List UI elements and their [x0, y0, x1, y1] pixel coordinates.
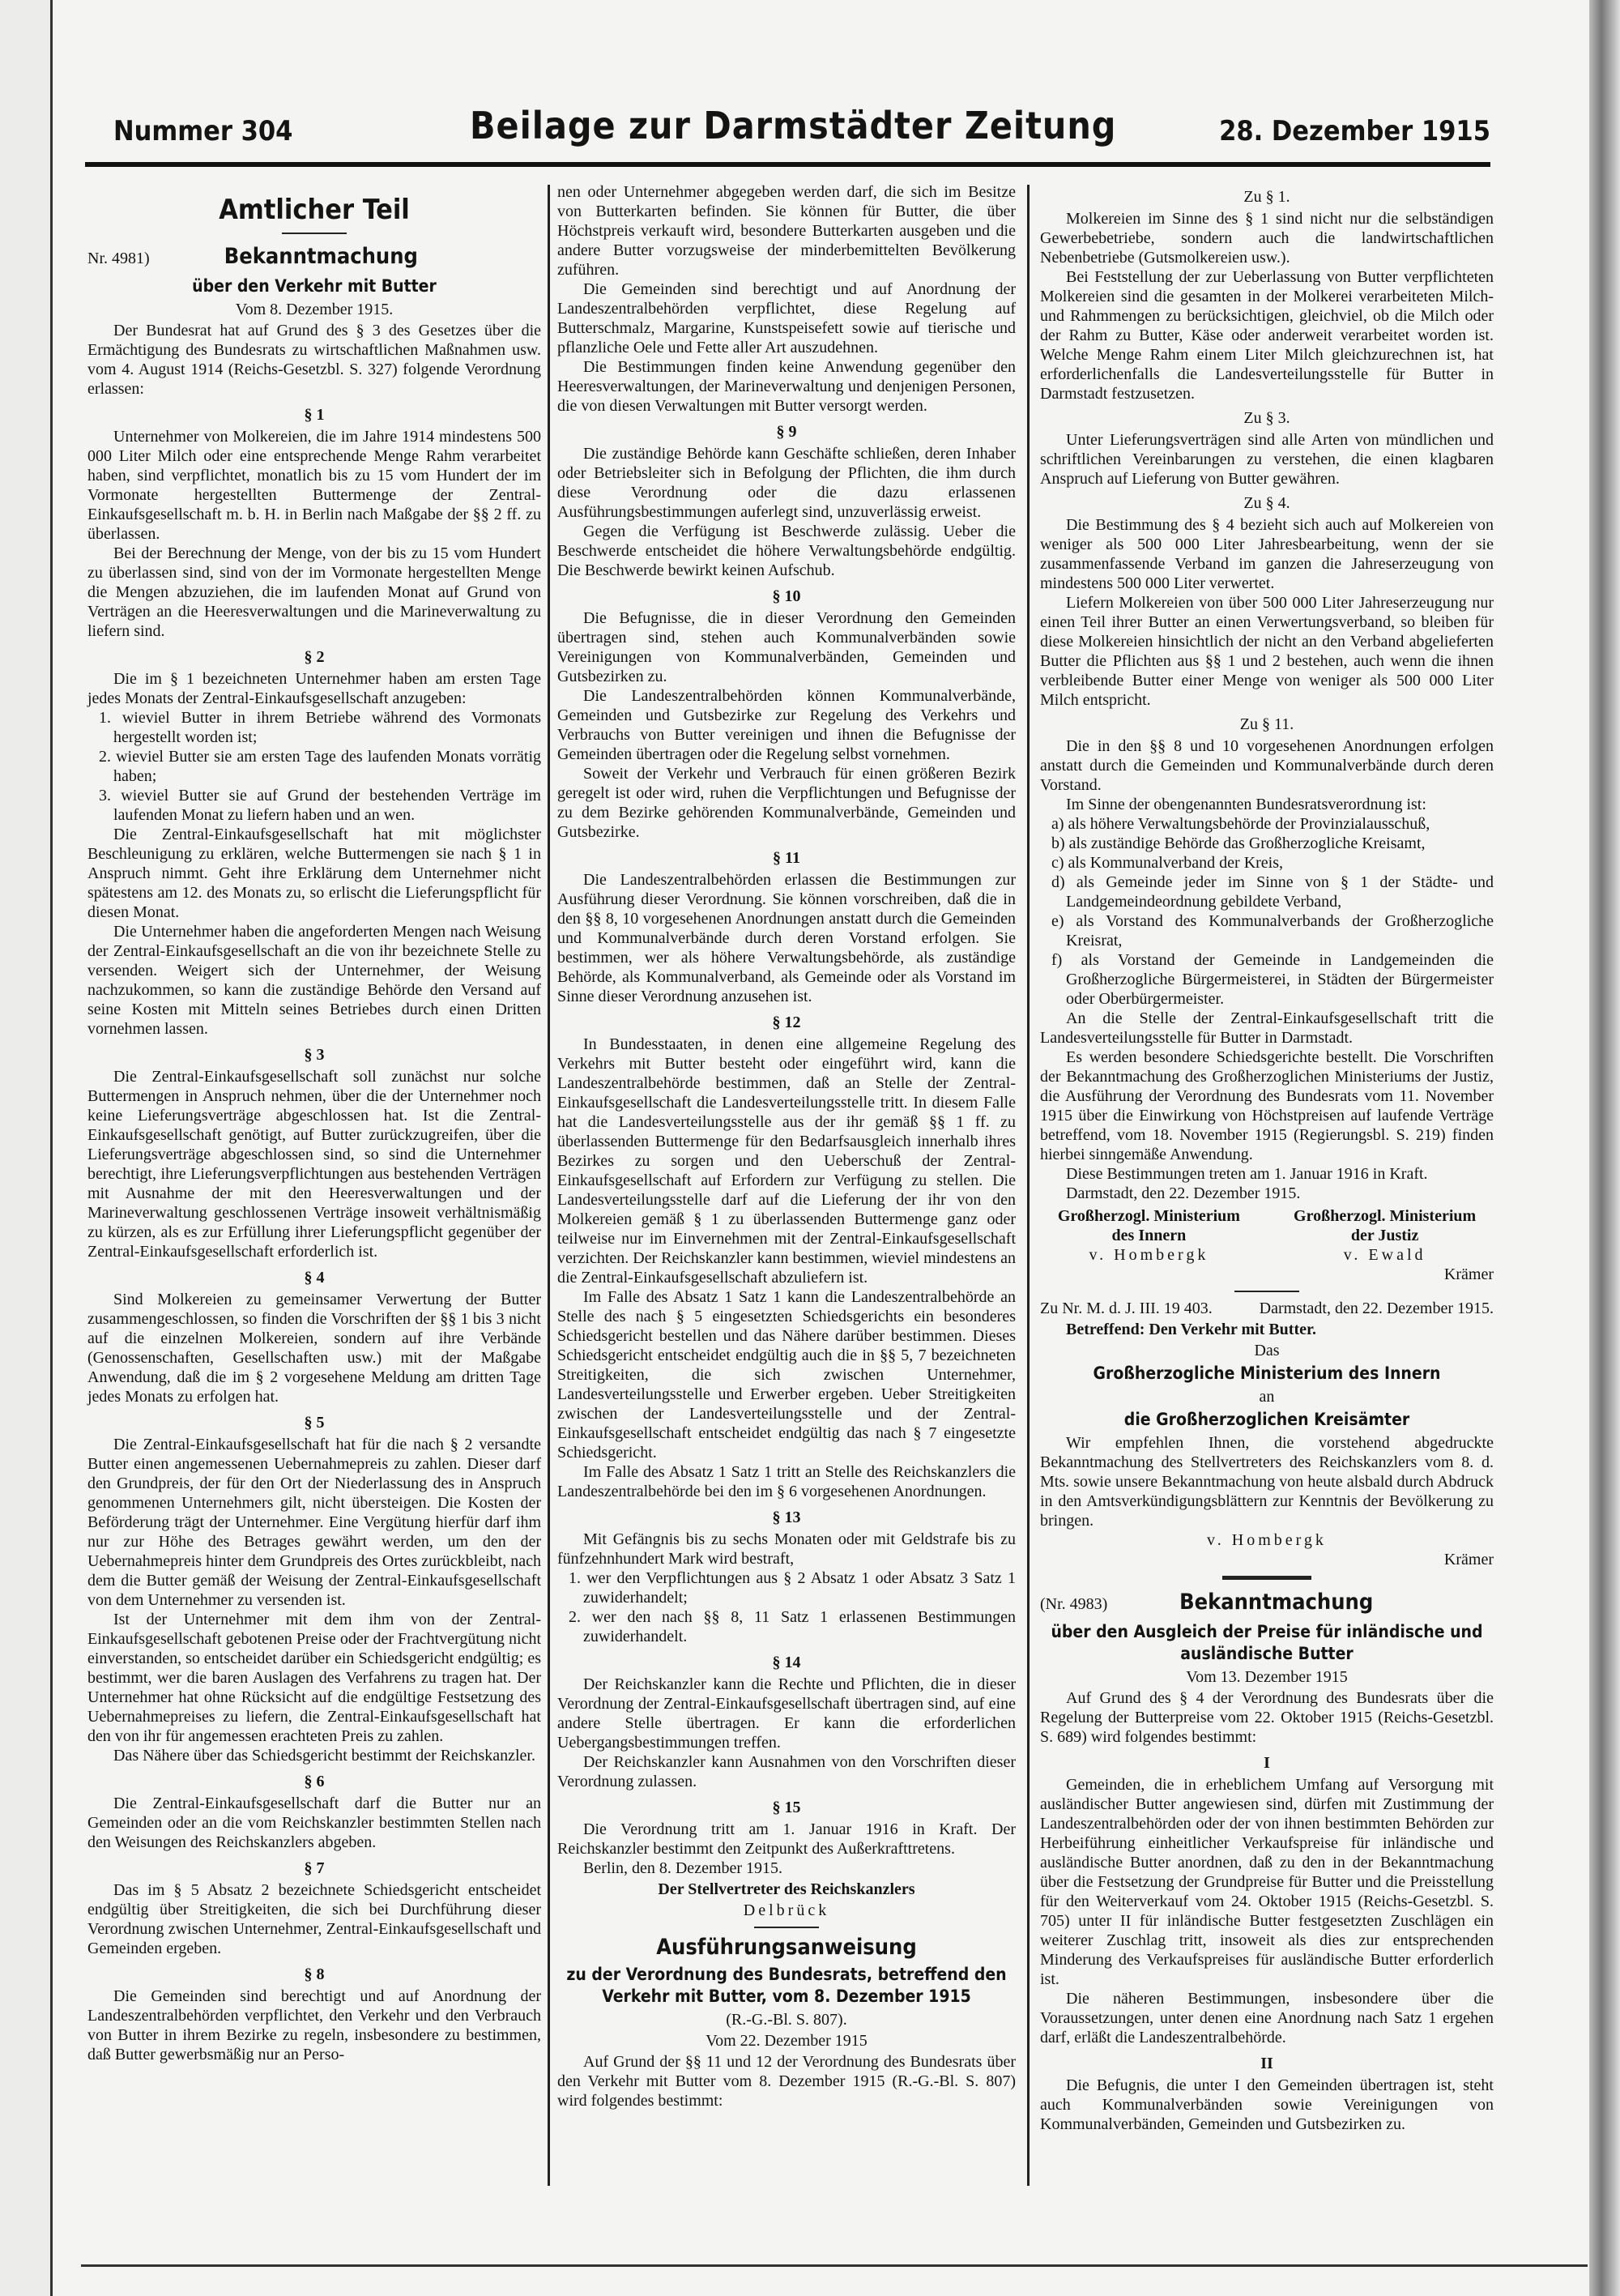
paragraph: Im Falle des Absatz 1 Satz 1 kann die Landeszentralbehörde an Stelle des nach § 5 eingesetzten Schiedsgerichts ein besonderes Schiedsgericht bestellen und das Nähere darüber bestimmen. Dieses Schiedsgericht entscheidet endgültig auch die in §§ 5, 7 bezeichneten Streitigkeiten, die sich zwischen Unternehmer, Landesverteilungsstelle und Erwerber ergeben. Ueber Streitigkeiten zwischen der Landesverteilungsstelle und der Zentral-Einkaufsgesellschaft entscheidet endgültig das nach § 7 eingesetzte Schiedsgericht. [557, 1288, 1016, 1462]
paragraph-number: § 14 [772, 1654, 801, 1671]
paragraph: Die Bestimmung des § 4 bezieht sich auch auf Molkereien von weniger als 500 000 Liter Jahresbearbeitung, wenn der sie zusammenfassende Verband im ganzen die Jahreserzeugung von mindestens 500 000 Liter verwertet. [1040, 516, 1494, 592]
masthead [113, 104, 1490, 160]
section-reference: Zu § 11. [1239, 715, 1294, 733]
paragraph: Die Zentral-Einkaufsgesellschaft soll zunächst nur solche Buttermengen in Anspruch nehmen, über die der Unternehmer noch keine Lieferungsverträge abgeschlossen hat. Ist die Zentral-Einkaufsgesellschaft genötigt, auf Butter zurückzugreifen, über die Lieferungsverträge abgeschlossen sind, so sind die Unternehmer berechtigt, ihre Lieferungsverpflichtungen aus bestehenden Verträgen mit Ausnahme der mit den Heeresverwaltungen und der Marineverwaltung geschlossenen Verträge insoweit verhältnismäßig zu kürzen, als es zur Erfüllung ihrer Lieferungspflicht gegenüber der Zentral-Einkaufsgesellschaft erforderlich ist. [87, 1068, 541, 1261]
signature: v. Hombergk [1207, 1531, 1327, 1549]
list-item: 2. wieviel Butter sie am ersten Tage des laufenden Monats vorrätig haben; [99, 748, 541, 785]
paragraph: Die zuständige Behörde kann Geschäfte schließen, deren Inhaber oder Betriebsleiter sich in Befolgung der Pflichten, die ihm durch diese Verordnung oder die dazu erlassenen Ausführungsbestimmungen auferlegt sind, unzuverlässig erweist. [557, 445, 1016, 521]
section-reference: Zu § 1. [1243, 188, 1290, 206]
paragraph-number: § 15 [772, 1799, 801, 1816]
notice-heading: Bekanntmachung [224, 244, 418, 269]
paragraph: Soweit der Verkehr und Verbrauch für einen größeren Bezirk geregelt ist oder wird, ruhen die Verpflichtungen und Befugnisse der zu dem Bezirke gehörenden Kommunalverbände, Gemeinden und Gutsbezirke. [557, 765, 1016, 841]
paragraph: Die Landeszentralbehörden können Kommunalverbände, Gemeinden und Gutsbezirke zur Regelung des Verkehrs und Verbrauchs von Butter vereinigen und ihnen die Befugnisse der Gemeinden übertragen oder die Regelung selbst vornehmen. [557, 687, 1016, 763]
ministry-signature [1276, 1206, 1494, 1265]
paragraph: Die Zentral-Einkaufsgesellschaft darf die Butter nur an Gemeinden oder an die vom Reichskanzler bestimmten Stellen nach den Weisungen des Reichskanzlers abgeben. [87, 1795, 541, 1851]
paragraph: Die Zentral-Einkaufsgesellschaft hat mit möglichster Beschleunigung zu erklären, welche Buttermengen sie nach § 1 in Anspruch nimmt. Geht ihre Erklärung dem Unternehmer nicht spätestens am 12. des Monats zu, so erlischt die Lieferungspflicht für diesen Monat. [87, 826, 541, 921]
reference-number: Zu Nr. M. d. J. III. 19 403. [1040, 1300, 1213, 1317]
bottom-rule [81, 2264, 1588, 2267]
section-reference: Zu § 4. [1243, 494, 1290, 512]
paragraph: Auf Grund des § 4 der Verordnung des Bundesrats über die Regelung der Butterpreise vom 22. Oktober 1915 (Reichs-Gesetzbl. S. 689) wird folgendes bestimmt: [1040, 1689, 1494, 1746]
centered-line: Vom 8. Dezember 1915. [235, 301, 394, 318]
paragraph: Berlin, den 8. Dezember 1915. [583, 1859, 783, 1877]
paragraph: Betreffend: Den Verkehr mit Butter. [1066, 1321, 1317, 1338]
notice-number: (Nr. 4983) [1040, 1595, 1108, 1613]
centered-line: Vom 22. Dezember 1915 [706, 2032, 868, 2050]
paragraph: Die Befugnis, die unter I den Gemeinden übertragen ist, steht auch Kommunalverbänden sowie Vereinigungen von Kommunalverbänden, Gemeinden und Gutsbezirken zu. [1040, 2076, 1494, 2133]
list-item: 2. wer den nach §§ 8, 11 Satz 1 erlassenen Bestimmungen zuwiderhandelt. [569, 1608, 1016, 1645]
paragraph: Im Sinne der obengenannten Bundesratsverordnung ist: [1066, 796, 1426, 813]
paragraph-number: II [1260, 2055, 1273, 2072]
paragraph: Die Bestimmungen finden keine Anwendung gegenüber den Heeresverwaltungen, der Marineverwaltung und denjenigen Personen, die von diesen Verwaltungen mit Butter versorgt werden. [557, 358, 1016, 415]
reference-line [1040, 1299, 1494, 1318]
newspaper-title: Beilage zur Darmstädter Zeitung [470, 104, 1117, 147]
paragraph-number: § 10 [772, 587, 801, 605]
section-reference: Zu § 3. [1243, 409, 1290, 427]
paragraph: Die im § 1 bezeichneten Unternehmer haben am ersten Tage jedes Monats der Zentral-Einkaufsgesellschaft anzugeben: [87, 670, 541, 707]
list-item: f) als Vorstand der Gemeinde in Landgemeinden die Großherzogliche Bürgermeisterei, in Städten der Bürgermeister oder Oberbürgermeister. [1051, 951, 1494, 1008]
paragraph-number: § 9 [776, 423, 797, 441]
paragraph: Ist der Unternehmer mit dem ihm von der Zentral-Einkaufsgesellschaft gebotenen Preise oder der Frachtvergütung nicht einverstanden, so entscheidet darüber ein Schiedsgericht endgültig; es bestimmt, wer die baren Auslagen des Verfahrens zu tragen hat. Der Unternehmer hat ohne Rücksicht auf die endgültige Festsetzung des Uebernahmepreises zu liefern, die Zentral-Einkaufsgesellschaft hat den von ihr für angemessen erachteten Preis zu zahlen. [87, 1611, 541, 1745]
centered-line: Vom 13. Dezember 1915 [1186, 1668, 1348, 1686]
paragraph: Gemeinden, die in erheblichem Umfang auf Versorgung mit ausländischer Butter angewiesen sind, dürfen mit Zustimmung der Landeszentralbehörden oder der von ihnen bestimmten Behörden zur Herbeiführung einheitlicher Verkaufspreise für inländische und ausländische Butter anordnen, daß zu den in der Bekanntmachung über die Festsetzung der Grundpreise für Butter und die Preisstellung für den Weiterverkauf vom 24. Oktober 1915 (Reichs-Gesetzbl. S. 705) unter II für inländische Butter festgesetzten Zuschlägen ein weiterer Zuschlag tritt, insoweit als dies zur entsprechenden Minderung des Verkaufspreises für ausländische Butter erforderlich ist. [1040, 1776, 1494, 1988]
signature-line: v. Hombergk [1089, 1246, 1209, 1264]
signature-right: Krämer [1443, 1265, 1494, 1283]
paragraph: Die Unternehmer haben die angeforderten Mengen nach Weisung der Zentral-Einkaufsgesellschaft an die von ihr bezeichnete Stelle zu versenden. Weigert sich der Unternehmer, der Weisung nachzukommen, so kann die zuständige Behörde den Versand auf seine Kosten mit Mitteln seines Betriebes durch einen Dritten vornehmen lassen. [87, 923, 541, 1038]
notice-heading: Bekanntmachung [1179, 1590, 1374, 1615]
adjacent-page-edge [0, 0, 53, 2296]
signature-line: Großherzogl. Ministerium [1294, 1207, 1477, 1225]
list-item: c) als Kommunalverband der Kreis, [1051, 854, 1284, 872]
paragraph: Liefern Molkereien von über 500 000 Liter Jahreserzeugung nur einen Teil ihrer Butter an einen Verwertungsverband, so bleiben für diese Molkereien hinsichtlich der nicht an den Verband abgelieferten Butter die Pflichten aus §§ 1 und 2 bestehen, auch wenn die ihnen verbleibende Butter einer Menge von weniger als 500 000 Liter Milch entspricht. [1040, 594, 1494, 709]
notice-heading: Ausführungsanweisung [656, 1935, 917, 1960]
paragraph-number: § 2 [304, 648, 325, 666]
paragraph-number: § 7 [304, 1859, 325, 1877]
paragraph: Die Gemeinden sind berechtigt und auf Anordnung der Landeszentralbehörden verpflichtet, den Verkehr und den Verbrauch von Butter in ihrem Bezirke zu regeln, insbesondere zu bestimmen, daß Butter gewerbsmäßig nur an Perso- [87, 1987, 541, 2063]
notice-title-row [87, 241, 541, 273]
paragraph: Sind Molkereien zu gemeinsamer Verwertung der Butter zusammengeschlossen, so finden die Vorschriften der §§ 1 bis 3 nicht auf die einzelnen Molkereien, sondern auf ihre Verbände (Genossenschaften, Gesellschaften usw.) mit der Maßgabe Anwendung, daß die im § 2 vorgesehene Meldung am dritten Tage jedes Monats zu erfolgen hat. [87, 1291, 541, 1406]
signature-block [1040, 1206, 1494, 1265]
signature-line: Großherzogl. Ministerium [1057, 1207, 1240, 1225]
paragraph: Bei Feststellung der zur Ueberlassung von Butter verpflichteten Molkereien sind die gesamten in der Molkerei verarbeiteten Milch- und Rahmmengen zu berücksichtigen, gleichviel, ob die Milch oder der Rahm zu Butter, Käse oder anderweit verarbeitet worden ist. Welche Menge Rahm einem Liter Milch gleichzurechnen ist, hat erforderlichenfalls die Landesverteilungsstelle für Butter in Darmstadt festzusetzen. [1040, 268, 1494, 403]
paragraph-number: § 4 [304, 1269, 325, 1287]
paragraph: Darmstadt, den 22. Dezember 1915. [1066, 1184, 1301, 1202]
paragraph: Diese Bestimmungen treten am 1. Januar 1916 in Kraft. [1066, 1165, 1428, 1183]
paragraph: Das im § 5 Absatz 2 bezeichnete Schiedsgericht entscheidet endgültig über Streitigkeiten, die sich bei Durchführung dieser Verordnung zwischen Unternehmer, Zentral-Einkaufsgesellschaft und Gemeinden ergeben. [87, 1881, 541, 1957]
list-item: a) als höhere Verwaltungsbehörde der Provinzialausschuß, [1051, 815, 1430, 833]
paragraph-number: § 1 [304, 406, 325, 424]
paragraph: Es werden besondere Schiedsgerichte bestellt. Die Vorschriften der Bekanntmachung des Großherzoglichen Ministeriums der Justiz, die Ausführung der Verordnung des Bundesrats vom 11. November 1915 über die Einwirkung von Höchstpreisen auf laufende Verträge betreffend, vom 18. November 1915 (Regierungsbl. S. 219) finden hierbei sinngemäße Anwendung. [1040, 1048, 1494, 1163]
paragraph: Die Zentral-Einkaufsgesellschaft hat für die nach § 2 versandte Butter einen angemessenen Uebernahmepreis zu zahlen. Dieser darf den Grundpreis, der für den Ort der Niederlassung des in Anspruch genommenen Unternehmers gilt, nicht übersteigen. Die Kosten der Beförderung trägt der Unternehmer. Eine Vergütung hierfür darf ihm nur zur Höhe des Betrages gewährt werden, um den der Uebernahmepreis hinter dem Grundpreis des Ortes zurückbleibt, nach dem die Butter gemäß der Weisung der Zentral-Einkaufsgesellschaft von dem Unternehmer zu versenden ist. [87, 1436, 541, 1609]
issue-number: Nummer 304 [113, 115, 293, 147]
centered-line: Das [1254, 1342, 1280, 1359]
divider-rule [282, 233, 347, 234]
paragraph: Molkereien im Sinne des § 1 sind nicht nur die selbständigen Gewerbebetriebe, sondern auch die landwirtschaftlichen Nebenbetriebe (Gutsmolkereien usw.). [1040, 210, 1494, 267]
divider-rule [1222, 1576, 1311, 1580]
paragraph-number: § 8 [304, 1965, 325, 1983]
signature-right: Krämer [1443, 1551, 1494, 1568]
paragraph: Im Falle des Absatz 1 Satz 1 tritt an Stelle des Reichskanzlers die Landeszentralbehörde bei den im § 6 vorgesehenen Anordnungen. [557, 1463, 1016, 1500]
notice-number: Nr. 4981) [87, 250, 150, 267]
centered-line: (R.-G.-Bl. S. 807). [726, 2011, 847, 2029]
column-1 [87, 182, 541, 2064]
list-item: 3. wieviel Butter sie auf Grund der bestehenden Verträge im laufenden Monat zu liefern haben und an wen. [99, 787, 541, 824]
paragraph: Der Reichskanzler kann die Rechte und Pflichten, die in dieser Verordnung der Zentral-Einkaufsgesellschaft übertragen sind, auf eine andere Stelle übertragen. Er kann die erforderlichen Uebergangsbestimmungen treffen. [557, 1675, 1016, 1752]
paragraph-number: § 13 [772, 1509, 801, 1526]
ministry-signature [1040, 1206, 1258, 1265]
centered-line: Der Stellvertreter des Reichskanzlers [658, 1880, 915, 1898]
signature-line: der Justiz [1350, 1227, 1419, 1244]
paragraph-number: § 11 [773, 849, 800, 867]
paragraph: Unternehmer von Molkereien, die im Jahre 1914 mindestens 500 000 Liter Milch oder eine entsprechende Menge Rahm verarbeitet haben, sind verpflichtet, monatlich bis zu 15 vom Hundert der im Vormonate hergestellten Buttermenge der Zentral-Einkaufsgesellschaft m. b. H. in Berlin nach Maßgabe der §§ 2 ff. zu überlassen. [87, 428, 541, 543]
paragraph: Gegen die Verfügung ist Beschwerde zulässig. Ueber die Beschwerde entscheidet die höhere Verwaltungsbehörde endgültig. Die Beschwerde bewirkt keinen Aufschub. [557, 523, 1016, 579]
paragraph: Wir empfehlen Ihnen, die vorstehend abgedruckte Bekanntmachung des Stellvertreters des Reichskanzlers vom 8. d. Mts. sowie unsere Bekanntmachung von heute alsbald durch Abdruck in den Amtsverkündigungsblättern zur Kenntnis der Bevölkerung zu bringen. [1040, 1434, 1494, 1530]
paragraph: Das Nähere über das Schiedsgericht bestimmt der Reichskanzler. [113, 1747, 535, 1765]
paragraph: Die Verordnung tritt am 1. Januar 1916 in Kraft. Der Reichskanzler bestimmt den Zeitpunkt des Außerkrafttretens. [557, 1820, 1016, 1858]
paragraph: Die in den §§ 8 und 10 vorgesehenen Anordnungen erfolgen anstatt durch die Gemeinden und Kommunalverbände durch deren Vorstand. [1040, 737, 1494, 794]
paragraph-number: § 3 [304, 1046, 325, 1064]
notice-title-row [1040, 1586, 1494, 1619]
paragraph: Die Gemeinden sind berechtigt und auf Anordnung der Landeszentralbehörden verpflichtet, diese Regelung auf Butterschmalz, Margarine, Kunstspeisefett sowie auf tierische und pflanzliche Oele und Fette aller Art auszudehnen. [557, 280, 1016, 356]
notice-subheading: über den Verkehr mit Butter [192, 276, 437, 296]
issue-date: 28. Dezember 1915 [1219, 115, 1490, 147]
paragraph: nen oder Unternehmer abgegeben werden darf, die sich im Besitze von Butterkarten befinden. Sie können für Butter, die über Höchstpreis verkauft wird, besondere Butterkarten ausgeben und die andere Butter vorzugsweise der minderbemittelten Bevölkerung zuführen. [557, 183, 1016, 279]
notice-subheading: zu der Verordnung des Bundesrats, betreffend den Verkehr mit Butter, vom 8. Dezember 1915 [566, 1965, 1007, 2006]
column-2 [557, 182, 1016, 2110]
notice-subheading: Großherzogliche Ministerium des Innern [1093, 1364, 1441, 1383]
paragraph: An die Stelle der Zentral-Einkaufsgesellschaft tritt die Landesverteilungsstelle für Butter in Darmstadt. [1040, 1009, 1494, 1047]
column-divider [1027, 185, 1030, 2186]
list-item: d) als Gemeinde jeder im Sinne von § 1 der Städte- und Landgemeindeordnung gebildete Verband, [1051, 873, 1494, 911]
paragraph-number: § 5 [304, 1414, 325, 1432]
centered-line: an [1259, 1388, 1275, 1406]
paragraph: Die näheren Bestimmungen, insbesondere über die Voraussetzungen, unter denen eine Anordnung nach Satz 1 ergehen darf, erläßt die Landeszentralbehörde. [1040, 1990, 1494, 2046]
notice-subheading: die Großherzoglichen Kreisämter [1123, 1410, 1410, 1429]
signature-line: v. Ewald [1343, 1246, 1426, 1264]
divider-rule [754, 1927, 819, 1928]
paragraph: Auf Grund der §§ 11 und 12 der Verordnung des Bundesrats über den Verkehr mit Butter vom 8. Dezember 1915 (R.-G.-Bl. S. 807) wird folgendes bestimmt: [557, 2053, 1016, 2110]
column-3 [1040, 182, 1494, 2134]
paragraph-number: I [1264, 1754, 1270, 1772]
paragraph: In Bundesstaaten, in denen eine allgemeine Regelung des Verkehrs mit Butter besteht oder eingeführt wird, kann die Landeszentralbehörde bestimmen, daß an Stelle der Zentral-Einkaufsgesellschaft die Landesverteilungsstelle tritt. In diesem Falle hat die Landesverteilungsstelle aus der ihr gemäß §§ 1 ff. zu überlassenden Buttermenge für den Bedarfsausgleich innerhalb ihres Bezirkes zu sorgen und den Ueberschuß der Zentral-Einkaufsgesellschaft auf Erfordern zur Verfügung zu stellen. Die Landesverteilungsstelle darf auf die Lieferung der ihr von den Molkereien gemäß § 1 zu überlassenden Buttermenge ganz oder teilweise nur im Einvernehmen mit der Zentral-Einkaufsgesellschaft verzichten. Der Reichskanzler kann bestimmen, wieviel mindestens an die Zentral-Einkaufsgesellschaft abzuliefern ist. [557, 1035, 1016, 1287]
paragraph-number: § 6 [304, 1773, 325, 1790]
paragraph: Der Reichskanzler kann Ausnahmen von den Vorschriften dieser Verordnung zulassen. [557, 1753, 1016, 1790]
paragraph: Mit Gefängnis bis zu sechs Monaten oder mit Geldstrafe bis zu fünfzehnhundert Mark wird bestraft, [557, 1530, 1016, 1568]
divider-rule [1234, 1291, 1299, 1292]
page-binding-shadow [1589, 0, 1620, 2296]
list-item: e) als Vorstand des Kommunalverbands der Großherzogliche Kreisrat, [1051, 912, 1494, 950]
section-heading: Amtlicher Teil [219, 194, 410, 226]
paragraph: Die Landeszentralbehörden erlassen die Bestimmungen zur Ausführung dieser Verordnung. Sie können vorschreiben, daß die in den §§ 8, 10 vorgesehenen Anordnungen anstatt durch die Gemeinden und Kommunalverbände durch deren Vorstand erfolgen. Sie bestimmen, wer als höhere Verwaltungsbehörde, als zuständige Behörde, als Kommunalverband, als Gemeinde oder als Vorstand im Sinne dieser Verordnung anzusehen ist. [557, 871, 1016, 1005]
list-item: 1. wieviel Butter in ihrem Betriebe während des Vormonats hergestellt worden ist; [99, 709, 541, 746]
notice-subheading: über den Ausgleich der Preise für inländische und ausländische Butter [1051, 1622, 1483, 1663]
list-item: b) als zuständige Behörde das Großherzogliche Kreisamt, [1051, 834, 1426, 852]
signature-line: des Innern [1111, 1227, 1187, 1244]
paragraph: Der Bundesrat hat auf Grund des § 3 des Gesetzes über die Ermächtigung des Bundesrats zu wirtschaftlichen Maßnahmen usw. vom 4. August 1914 (Reichs-Gesetzbl. S. 327) folgende Verordnung erlassen: [87, 322, 541, 398]
column-divider [548, 185, 550, 2186]
signature: Delbrück [743, 1901, 830, 1919]
place-date: Darmstadt, den 22. Dezember 1915. [1259, 1300, 1494, 1317]
list-item: 1. wer den Verpflichtungen aus § 2 Absatz 1 oder Absatz 3 Satz 1 zuwiderhandelt; [569, 1569, 1016, 1607]
masthead-rule [85, 162, 1490, 167]
paragraph: Bei der Berechnung der Menge, von der bis zu 15 vom Hundert zu überlassen sind, sind von der im Vormonate hergestellten Menge die Mengen abzuziehen, die im laufenden Monat auf Grund von Verträgen an die Heeresverwaltungen und die Marineverwaltung zu liefern sind. [87, 544, 541, 640]
paragraph: Unter Lieferungsverträgen sind alle Arten von mündlichen und schriftlichen Vereinbarungen zu verstehen, die einen klagbaren Anspruch auf Lieferung von Butter gewähren. [1040, 431, 1494, 488]
paragraph-number: § 12 [772, 1014, 801, 1031]
paragraph: Die Befugnisse, die in dieser Verordnung den Gemeinden übertragen sind, stehen auch Kommunalverbänden sowie Vereinigungen von Kommunalverbänden, Gemeinden und Gutsbezirken zu. [557, 609, 1016, 685]
